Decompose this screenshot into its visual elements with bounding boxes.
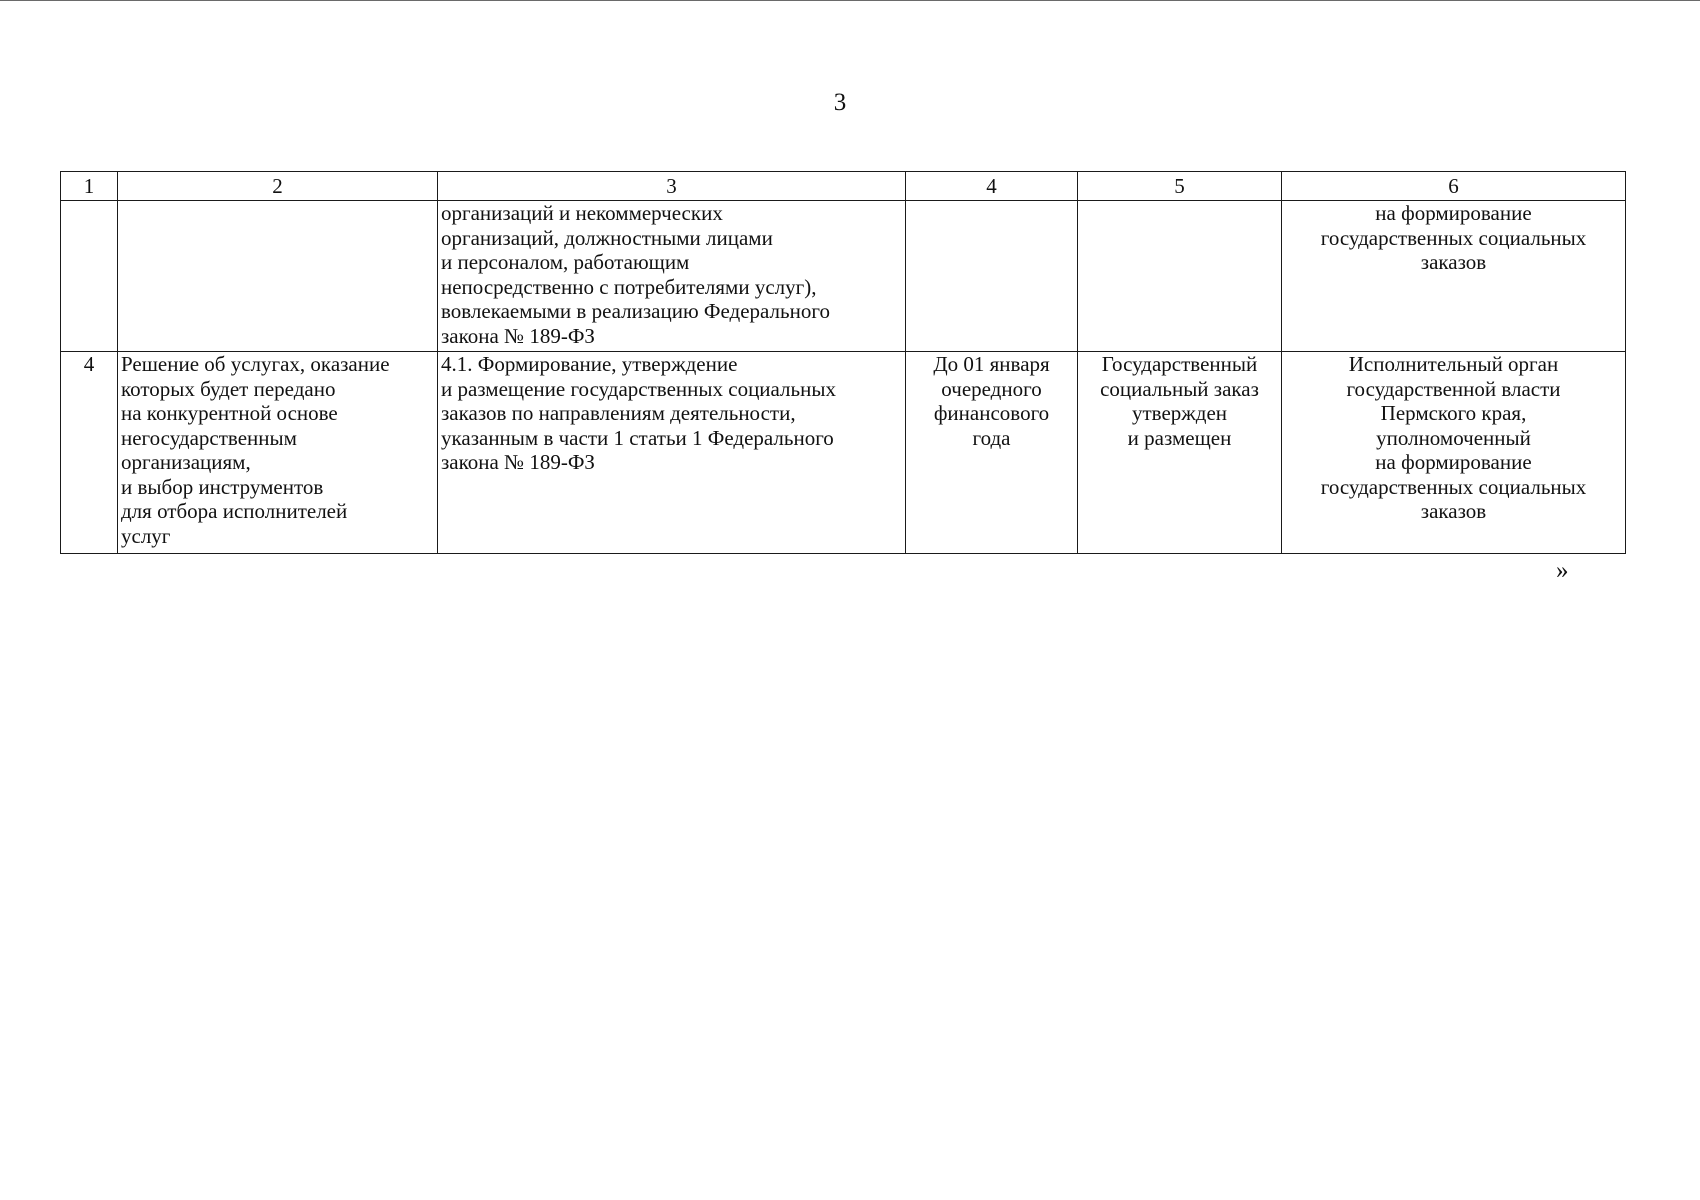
responsible-cell: Исполнительный орган государственной власти Пермского края, уполномоченный на формирование государственных социальных заказов <box>1282 352 1626 554</box>
closing-quote-mark: » <box>1556 557 1569 584</box>
scan-top-edge <box>0 0 1700 1</box>
responsible-cell: на формирование государственных социальных заказов <box>1282 201 1626 352</box>
table-header-row <box>61 172 1626 201</box>
table-row <box>61 201 1626 352</box>
column-number-6: 6 <box>1282 172 1626 201</box>
column-number-1: 1 <box>61 172 118 201</box>
column-number-2: 2 <box>118 172 438 201</box>
decision-cell <box>118 201 438 352</box>
deadline-cell <box>906 201 1078 352</box>
action-cell: 4.1. Формирование, утверждение и размещение государственных социальных заказов по направлениям деятельности, указанным в части 1 статьи 1 Федерального закона № 189-ФЗ <box>438 352 906 554</box>
column-number-3: 3 <box>438 172 906 201</box>
result-cell <box>1078 201 1282 352</box>
row-number-cell: 4 <box>61 352 118 554</box>
deadline-cell: До 01 января очередного финансового года <box>906 352 1078 554</box>
page-number: 3 <box>833 89 847 116</box>
column-number-4: 4 <box>906 172 1078 201</box>
result-cell: Государственный социальный заказ утвержден и размещен <box>1078 352 1282 554</box>
plan-table <box>60 171 1626 554</box>
action-cell: организаций и некоммерческих организаций, должностными лицами и персоналом, работающим непосредственно с потребителями услуг), вовлекаемыми в реализацию Федерального закона № 189-ФЗ <box>438 201 906 352</box>
column-number-5: 5 <box>1078 172 1282 201</box>
row-number-cell <box>61 201 118 352</box>
decision-cell: Решение об услугах, оказание которых будет передано на конкурентной основе негосударственным организациям, и выбор инструментов для отбора исполнителей услуг <box>118 352 438 554</box>
table-row <box>61 352 1626 554</box>
